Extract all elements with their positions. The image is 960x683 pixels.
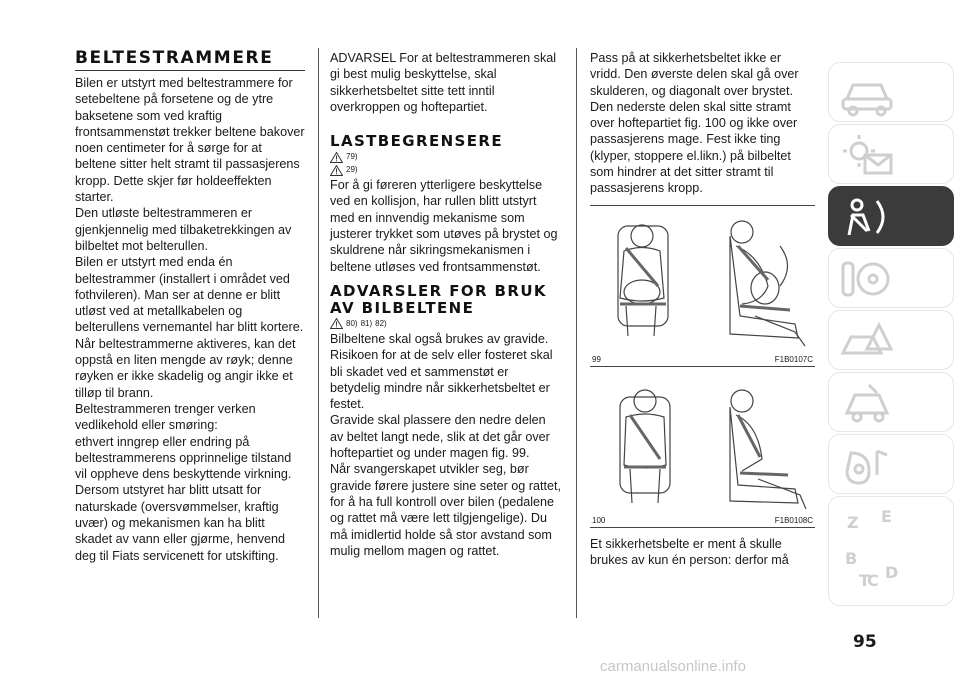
paragraph: Gravide skal plassere den nedre delen av beltet langt nede, slik at det går over hoftepartiet og under magen fig. 99. xyxy=(330,413,550,461)
index-letter: D xyxy=(885,563,899,582)
figure-caption xyxy=(590,515,815,527)
tab-car-dashboard[interactable] xyxy=(828,62,954,122)
warning-lights-icon xyxy=(829,125,955,185)
car-dashboard-icon xyxy=(829,63,955,123)
column-1 xyxy=(75,50,305,564)
tab-emergency[interactable] xyxy=(828,310,954,370)
tab-maintenance[interactable] xyxy=(828,372,954,432)
tab-index[interactable] xyxy=(828,496,954,606)
paragraph: ethvert inngrep eller endring på beltestrammerens opprinnelige tilstand vil oppheve dens beskyttende virkning. Dersom utstyret har blitt utsatt for naturskade (oversvømmelser, kraftig uvær) og mekanismen kan ha blitt skadet av vann eller gjørme, henvend deg til Fiats servicenett for utskifting. xyxy=(75,434,292,563)
tab-warning-lights[interactable] xyxy=(828,124,954,184)
emergency-icon xyxy=(829,311,955,371)
column-2 xyxy=(330,50,562,559)
reference-number: 80) xyxy=(346,318,358,328)
paragraph: Når svangerskapet utvikler seg, bør gravide førere justere sine seter og rattet, for å ha full kontroll over bilen (pedalene og rattet må være lett tilgjengelige). Du må imidlertid holde så stor avstand som mulig mellom magen og rattet. xyxy=(330,462,561,558)
figure-100 xyxy=(590,367,815,528)
figure-99 xyxy=(590,205,815,367)
warning-reference xyxy=(330,151,562,163)
warning-triangle-icon xyxy=(330,165,343,176)
section-title-advarsler xyxy=(330,283,562,317)
section-title-lastbegrensere: LASTBEGRENSERE xyxy=(330,132,503,151)
watermark: carmanualsonline.info xyxy=(600,658,746,675)
tab-safety[interactable] xyxy=(828,186,954,246)
tab-starting-driving[interactable] xyxy=(828,248,954,308)
paragraph: For å gi føreren ytterligere beskyttelse ved en kollisjon, har rullen blitt utstyrt med en innvendig mekanisme som justerer trykket som utøves på brystet og skuldrene når sikringsmekanismen i beltene utløses ved frontsammenstøt. xyxy=(330,178,558,274)
paragraph: Et sikkerhetsbelte er ment å skulle brukes av kun én person: derfor må xyxy=(590,536,789,567)
paragraph: Når beltestrammerne aktiveres, kan det oppstå en liten mengde av røyk; denne røyken er ikke skadelig og angir ikke et tilløp til brann. xyxy=(75,336,296,400)
figure-caption xyxy=(590,354,815,366)
starting-driving-icon xyxy=(829,249,955,309)
reference-number: 79) xyxy=(346,152,358,162)
figure-code: F1B0108C xyxy=(774,515,813,525)
column-divider xyxy=(318,48,319,618)
figure-number: 100 xyxy=(592,515,606,525)
index-icon xyxy=(845,505,905,597)
title-line: AV BILBELTENE xyxy=(330,298,475,317)
index-letter: Z xyxy=(847,513,859,532)
warning-triangle-icon xyxy=(330,152,343,163)
pregnant-woman-seatbelt-illustration xyxy=(590,206,815,354)
page-number: 95 xyxy=(853,632,877,652)
index-letter: B xyxy=(845,549,858,568)
multimedia-icon xyxy=(829,435,955,495)
reference-number: 81) xyxy=(360,318,373,328)
index-letter: E xyxy=(881,507,892,526)
tab-multimedia[interactable] xyxy=(828,434,954,494)
figure-number: 99 xyxy=(592,354,601,364)
paragraph: Bilen er utstyrt med beltestrammere for setebeltene på forsetene og de ytre baksetene som ved kraftig frontsammenstøt trekker beltene bakover noen centimeter for å sørge for at beltene sitter helt stramt til passasjerens kropp. Dette skjer før holdeeffekten starter. xyxy=(75,76,305,205)
paragraph: Beltestrammeren trenger verken vedlikehold eller smøring: xyxy=(75,401,256,433)
safety-airbag-icon xyxy=(829,187,955,247)
paragraph: Pass på at sikkerhetsbeltet ikke er vridd. Den øverste delen skal gå over skulderen, og diagonalt over brystet. Den nederste delen skal sitte stramt over hoftepartiet fig. 100 og ikke over passasjerens mage. Fest ikke ting (klyper, stoppere el.likn.) på bilbeltet som hindrer at det sitter stramt til passasjerens kropp. xyxy=(590,51,799,196)
advarsel-paragraph: ADVARSEL For at beltestrammeren skal gi best mulig beskyttelse, skal sikkerhetsbeltet sitte tett inntil overkroppen og hoftepartiet. xyxy=(330,51,557,114)
warning-triangle-icon xyxy=(330,318,343,329)
paragraph: Bilen er utstyrt med enda én beltestrammer (installert i området ved fothvileren). Man ser at denne er blitt utløst ved at metallkabelen og belterullens vernemantel har blitt kortere. xyxy=(75,255,304,335)
paragraph: Bilbeltene skal også brukes av gravide. Risikoen for at de selv eller fosteret skal bli skadet ved et sammenstøt er betydelig mindre når sikkerhetsbeltet er festet. xyxy=(330,331,553,412)
warning-reference xyxy=(330,318,562,330)
reference-number: 82) xyxy=(375,318,387,328)
figure-code: F1B0107C xyxy=(774,354,813,364)
warning-reference xyxy=(330,164,562,176)
correct-seatbelt-position-illustration xyxy=(590,367,815,515)
index-letter: C xyxy=(867,571,879,590)
reference-number: 29) xyxy=(346,165,358,175)
index-letter: T xyxy=(859,571,870,590)
title-line: ADVARSLER FOR BRUK xyxy=(330,281,547,300)
section-title-beltestrammere: BELTESTRAMMERE xyxy=(75,50,305,71)
column-divider xyxy=(576,48,577,618)
maintenance-icon xyxy=(829,373,955,433)
column-3 xyxy=(590,50,815,568)
paragraph: Den utløste beltestrammeren er gjenkjennelig med tilbaketrekkingen av bilbeltet mot belterullen. xyxy=(75,206,292,253)
